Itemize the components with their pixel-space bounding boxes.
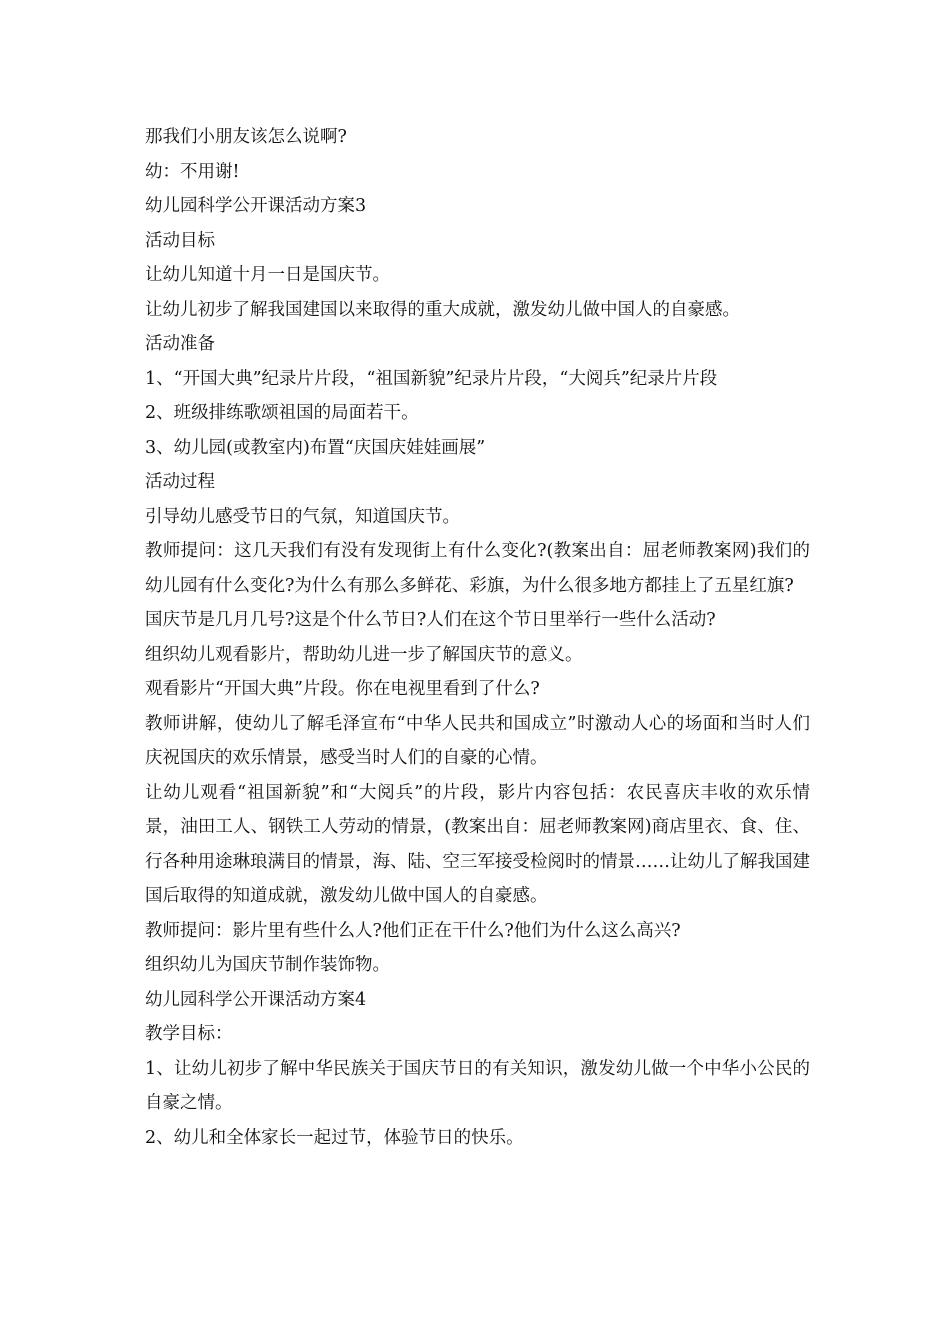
- list-item: 1、“开国大典”纪录片片段，“祖国新貌”纪录片片段，“大阅兵”纪录片片段: [145, 368, 718, 389]
- paragraph: 让幼儿观看“祖国新貌”和“大阅兵”的片段，影片内容包括：农民喜庆丰收的欢乐情景，油田工人、钢铁工人劳动的情景，(教案出自：屈老师教案网)商店里衣、食、住、行各种用途琳琅满目的情景，海、陆、空三军接受检阅时的情景……让幼儿了解我国建国后取得的知道成就，激发幼儿做中国人的自豪感。: [145, 782, 810, 906]
- paragraph: 幼：不用谢!: [145, 161, 240, 182]
- paragraph: 教师提问：这几天我们有没有发现街上有什么变化?(教案出自：屈老师教案网)我们的幼儿园有什么变化?为什么有那么多鲜花、彩旗，为什么很多地方都挂上了五星红旗?: [145, 541, 810, 596]
- paragraph: 让幼儿知道十月一日是国庆节。: [145, 265, 390, 285]
- document-page: [145, 120, 810, 1155]
- paragraph: 组织幼儿为国庆节制作装饰物。: [145, 955, 390, 975]
- paragraph: 教师提问：影片里有些什么人?他们正在干什么?他们为什么这么高兴?: [145, 920, 681, 941]
- paragraph: 教师讲解，使幼儿了解毛泽宣布“中华人民共和国成立”时激动人心的场面和当时人们庆祝国庆的欢乐情景，感受当时人们的自豪的心情。: [145, 713, 810, 768]
- paragraph: 引导幼儿感受节日的气氛，知道国庆节。: [145, 506, 460, 527]
- paragraph: 国庆节是几月几号?这是个什么节日?人们在这个节日里举行一些什么活动?: [145, 610, 716, 630]
- subheading: 活动准备: [145, 334, 215, 354]
- paragraph: 让幼儿初步了解我国建国以来取得的重大成就，激发幼儿做中国人的自豪感。: [145, 299, 740, 320]
- paragraph: 那我们小朋友该怎么说啊?: [145, 127, 347, 147]
- subheading: 活动过程: [145, 472, 215, 492]
- paragraph: 观看影片“开国大典”片段。你在电视里看到了什么?: [145, 679, 540, 699]
- list-item: 3、幼儿园(或教室内)布置“庆国庆娃娃画展”: [145, 437, 486, 458]
- paragraph: 组织幼儿观看影片，帮助幼儿进一步了解国庆节的意义。: [145, 644, 583, 665]
- section-heading: 幼儿园科学公开课活动方案3: [145, 196, 367, 216]
- list-item: 2、幼儿和全体家长一起过节，体验节日的快乐。: [145, 1127, 524, 1148]
- subheading: 活动目标: [145, 230, 215, 251]
- list-item: 2、班级排练歌颂祖国的局面若干。: [145, 403, 419, 423]
- subheading: 教学目标：: [145, 1024, 233, 1044]
- section-heading: 幼儿园科学公开课活动方案4: [145, 989, 367, 1010]
- list-item: 1、让幼儿初步了解中华民族关于国庆节日的有关知识，激发幼儿做一个中华小公民的自豪之情。: [145, 1058, 810, 1113]
